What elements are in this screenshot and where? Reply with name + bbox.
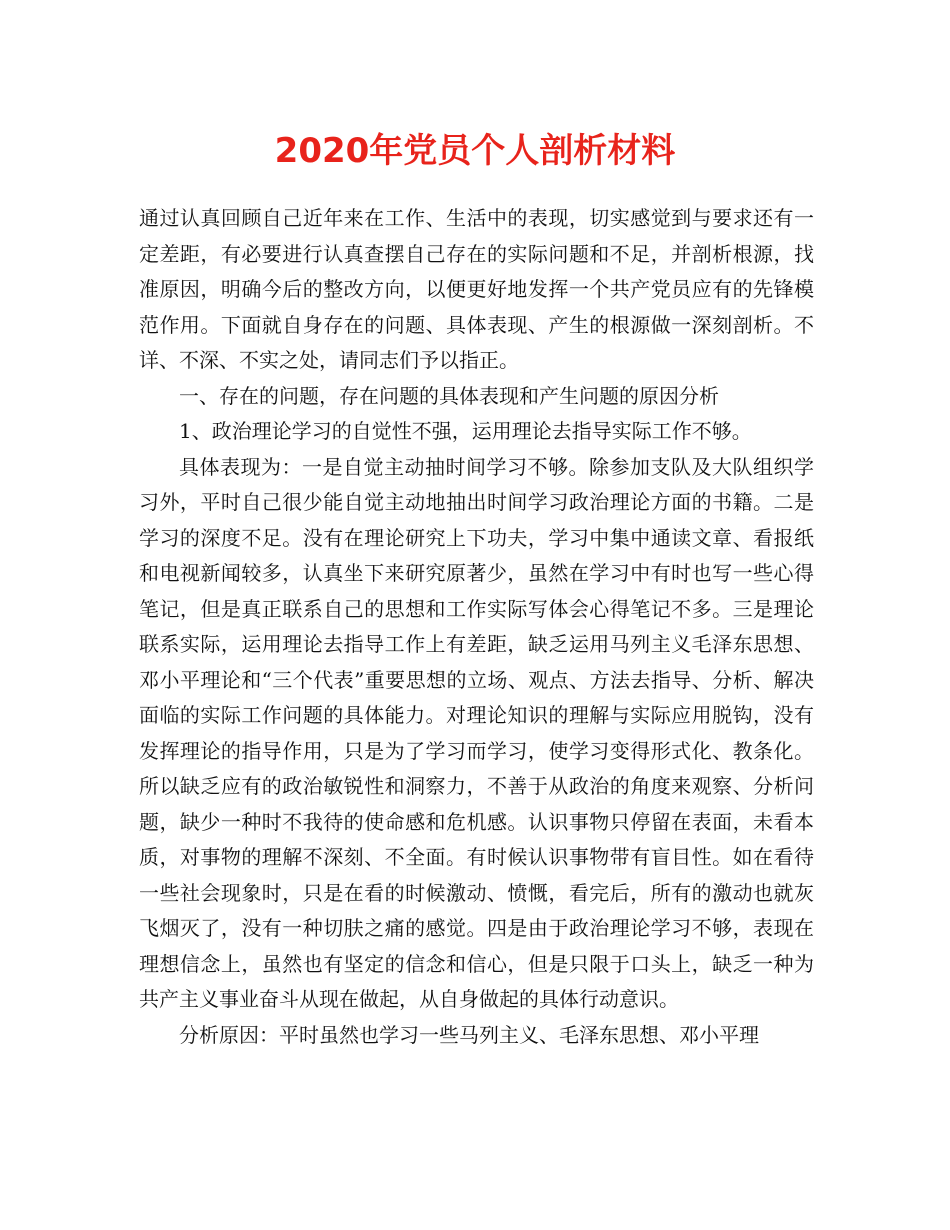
- page-title: 2020年党员个人剖析材料: [274, 131, 676, 171]
- paragraph-specific-manifestation: 具体表现为：一是自觉主动抽时间学习不够。除参加支队及大队组织学习外，平时自己很少能自觉主动地抽出时间学习政治理论方面的书籍。二是学习的深度不足。没有在理论研究上下功夫，学习中集中通读文章、看报纸和电视新闻较多，认真坐下来研究原著少，虽然在学习中有时也写一些心得笔记，但是真正联系自己的思想和工作实际写体会心得笔记不多。三是理论联系实际，运用理论去指导工作上有差距，缺乏运用马列主义毛泽东思想、邓小平理论和“三个代表”重要思想的立场、观点、方法去指导、分析、解决面临的实际工作问题的具体能力。对理论知识的理解与实际应用脱钩，没有发挥理论的指导作用，只是为了学习而学习，使学习变得形式化、教条化。所以缺乏应有的政治敏锐性和洞察力，不善于从政治的角度来观察、分析问题，缺少一种时不我待的使命感和危机感。认识事物只停留在表面，未看本质，对事物的理解不深刻、不全面。有时候认识事物带有盲目性。如在看待一些社会现象时，只是在看的时候激动、愤慨，看完后，所有的激动也就灰飞烟灭了，没有一种切肤之痛的感觉。四是由于政治理论学习不够，表现在理想信念上，虽然也有坚定的信念和信心，但是只限于口头上，缺乏一种为共产主义事业奋斗从现在做起，从自身做起的具体行动意识。: [139, 454, 814, 1011]
- document-body: [139, 201, 814, 1053]
- paragraph-item-1: 1、政治理论学习的自觉性不强，运用理论去指导实际工作不够。: [179, 419, 752, 443]
- paragraph-intro: 通过认真回顾自己近年来在工作、生活中的表现，切实感觉到与要求还有一定差距，有必要进行认真查摆自己存在的实际问题和不足，并剖析根源，找准原因，明确今后的整改方向，以便更好地发挥一个共产党员应有的先锋模范作用。下面就自身存在的问题、具体表现、产生的根源做一深刻剖析。不详、不深、不实之处，请同志们予以指正。: [139, 206, 814, 372]
- paragraph-section-heading: 一、存在的问题，存在问题的具体表现和产生问题的原因分析: [179, 383, 719, 408]
- paragraph-cause-analysis: 分析原因：平时虽然也学习一些马列主义、毛泽东思想、邓小平理: [179, 1022, 759, 1047]
